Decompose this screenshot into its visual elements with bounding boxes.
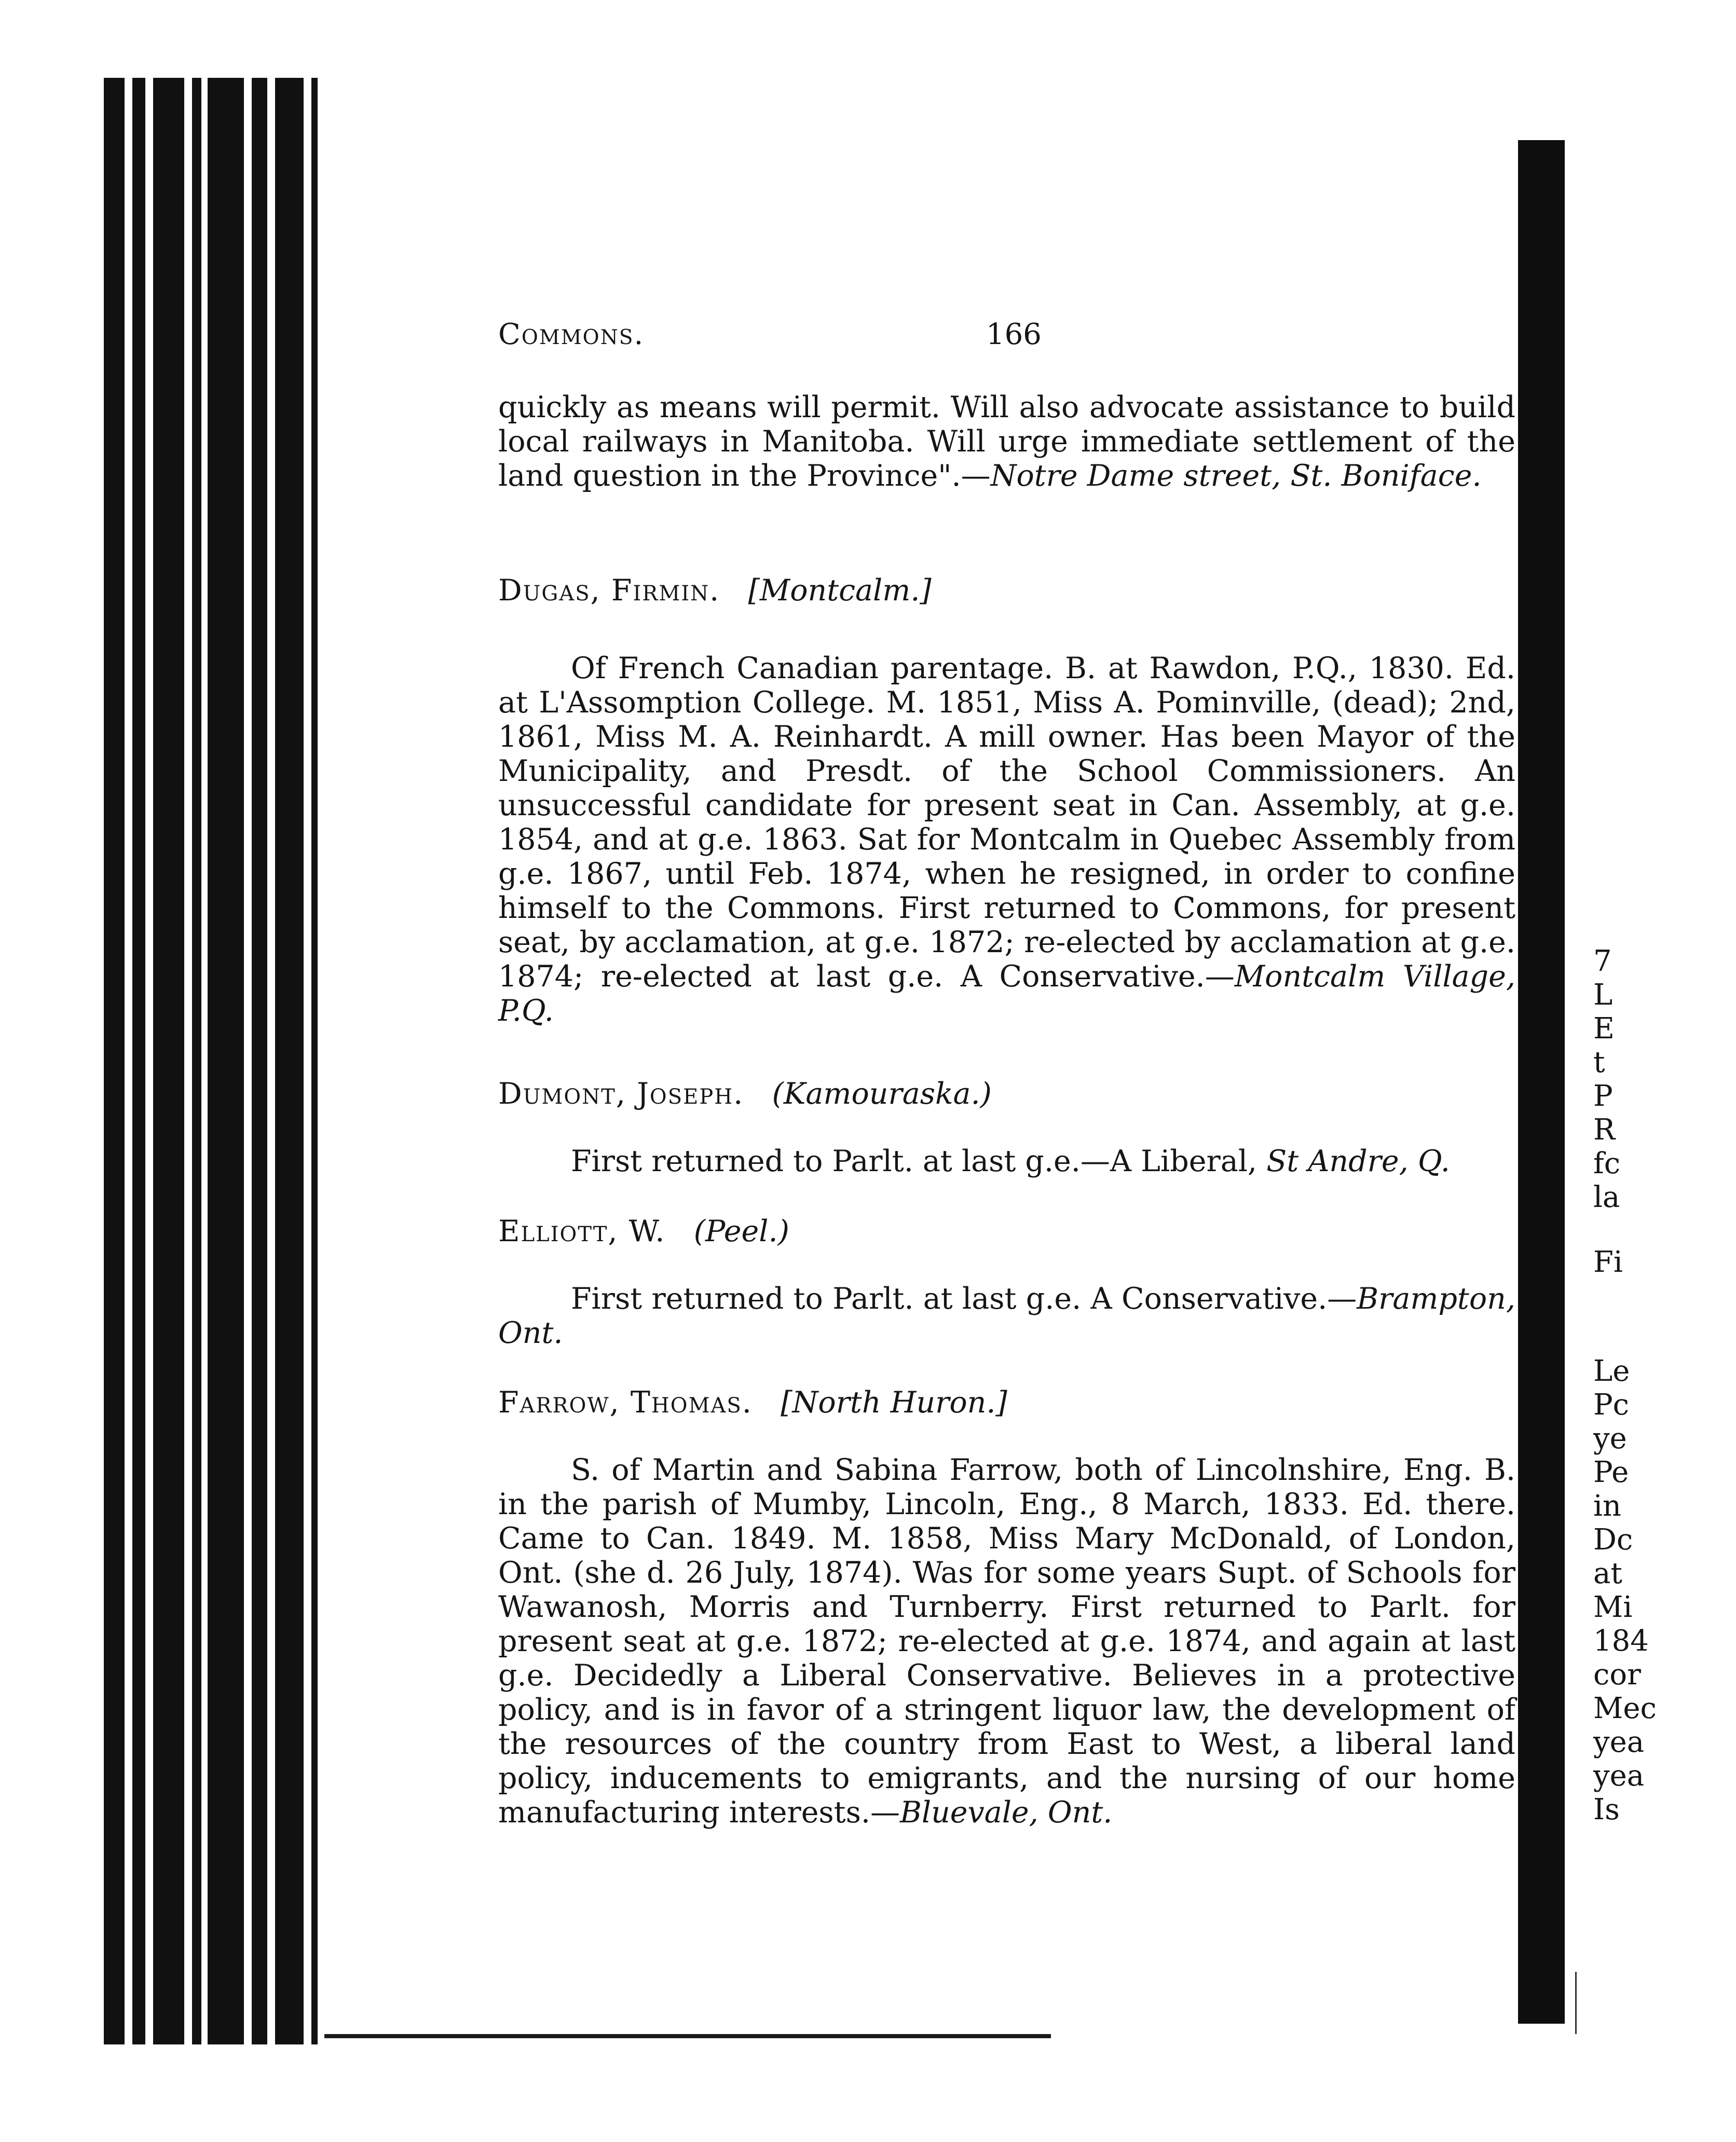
facing-fragment: Mec bbox=[1593, 1692, 1657, 1725]
facing-fragment: P bbox=[1593, 1079, 1613, 1113]
facing-fragment: ye bbox=[1593, 1422, 1627, 1456]
entry-text: First returned to Parlt. at last g.e. A Conservative.— bbox=[571, 1282, 1357, 1316]
member-name: Elliott, W. bbox=[498, 1214, 666, 1248]
page-edge-line bbox=[1575, 1972, 1577, 2034]
entry-text: Of French Canadian parentage. B. at Rawdon, P.Q., 1830. Ed. at L'Assomption College. M. 1851, Miss A. Pominville, (dead); 2nd, 1861, Miss M. A. Reinhardt. A mill owner. Has been Mayor of the Municipality, and Presdt. of the School Commissioners. An unsuccessful candidate for present seat in Can. Assembly, at g.e. 1854, and at g.e. 1863. Sat for Montcalm in Quebec Assembly from g.e. 1867, until Feb. 1874, when he resigned, in order to confine himself to the Commons. First returned to Commons, for present seat, by acclamation, at g.e. 1872; re-elected by acclamation at g.e. 1874; re-elected at last g.e. A Conservative.— bbox=[498, 651, 1515, 994]
facing-fragment: in bbox=[1593, 1489, 1621, 1523]
continuation-address: Notre Dame street, St. Boniface. bbox=[990, 459, 1482, 493]
facing-fragment: Mi bbox=[1593, 1590, 1633, 1624]
entry-address: Bluevale, Ont. bbox=[899, 1795, 1113, 1830]
riding: (Kamouraska.) bbox=[772, 1077, 992, 1111]
entry-body-dumont bbox=[498, 1144, 1515, 1178]
facing-fragment: R bbox=[1593, 1113, 1616, 1147]
entry-heading-elliott bbox=[498, 1214, 789, 1248]
facing-fragment: E bbox=[1593, 1012, 1615, 1046]
running-header bbox=[498, 318, 1515, 359]
entry-address: Brampton, Ont. bbox=[498, 1282, 1515, 1350]
facing-fragment: yea bbox=[1593, 1759, 1645, 1793]
entry-address: St Andre, Q. bbox=[1266, 1144, 1450, 1178]
facing-fragment: Pe bbox=[1593, 1456, 1629, 1489]
entry-body-elliott bbox=[498, 1282, 1515, 1350]
facing-fragment: at bbox=[1593, 1557, 1622, 1590]
entry-text: S. of Martin and Sabina Farrow, both of Lincolnshire, Eng. B. in the parish of Mumby, Lincoln, Eng., 8 March, 1833. Ed. there. Came to Can. 1849. M. 1858, Miss Mary McDonald, of London, Ont. (she d. 26 July, 1874). Was for some years Supt. of Schools for Wawanosh, Morris and Turnberry. First returned to Parlt. for present seat at g.e. 1872; re-elected at g.e. 1874, and again at last g.e. Decidedly a Liberal Conservative. Believes in a protective policy, and is in favor of a stringent liquor law, the development of the resources of the country from East to West, a liberal land policy, inducements to emigrants, and the nursing of our home manufacturing interests.— bbox=[498, 1453, 1515, 1830]
continuation-paragraph bbox=[498, 390, 1515, 493]
facing-fragment: cor bbox=[1593, 1658, 1641, 1692]
facing-fragment: Fi bbox=[1593, 1245, 1623, 1279]
entry-heading-dumont bbox=[498, 1077, 992, 1111]
entry-body-farrow bbox=[498, 1453, 1515, 1830]
facing-fragment: L bbox=[1593, 978, 1613, 1012]
page-number: 166 bbox=[986, 318, 1042, 351]
riding: (Peel.) bbox=[693, 1214, 789, 1248]
entry-heading-dugas bbox=[498, 573, 932, 608]
facing-fragment: t bbox=[1593, 1046, 1605, 1079]
gutter-shadow-bar bbox=[1518, 140, 1565, 2024]
entry-heading-farrow bbox=[498, 1385, 1007, 1420]
entry-text: First returned to Parlt. at last g.e.—A Liberal, bbox=[571, 1144, 1257, 1178]
entry-address: Montcalm Village, P.Q. bbox=[498, 959, 1515, 1028]
book-binding-shadow bbox=[104, 78, 324, 2044]
riding: [North Huron.] bbox=[781, 1385, 1007, 1420]
member-name: Dugas, Firmin. bbox=[498, 573, 720, 608]
facing-fragment: Le bbox=[1593, 1354, 1630, 1388]
facing-fragment: fc bbox=[1593, 1147, 1621, 1180]
facing-fragment: la bbox=[1593, 1180, 1620, 1214]
riding: [Montcalm.] bbox=[748, 573, 932, 608]
facing-fragment: 7 bbox=[1593, 944, 1612, 978]
page-bottom-edge bbox=[324, 2034, 1051, 2038]
facing-fragment: yea bbox=[1593, 1725, 1645, 1759]
section-title: Commons. bbox=[498, 318, 645, 351]
member-name: Dumont, Joseph. bbox=[498, 1077, 744, 1111]
facing-fragment: Pc bbox=[1593, 1388, 1630, 1422]
member-name: Farrow, Thomas. bbox=[498, 1385, 753, 1420]
facing-fragment: Dc bbox=[1593, 1523, 1633, 1557]
entry-body-dugas bbox=[498, 651, 1515, 1028]
facing-fragment: 184 bbox=[1593, 1624, 1649, 1658]
continuation-text: quickly as means will permit. Will also advocate assistance to build local railways in Manitoba. Will urge immediate settlement of the land question in the Province".— bbox=[498, 390, 1515, 493]
facing-fragment: Is bbox=[1593, 1793, 1620, 1827]
